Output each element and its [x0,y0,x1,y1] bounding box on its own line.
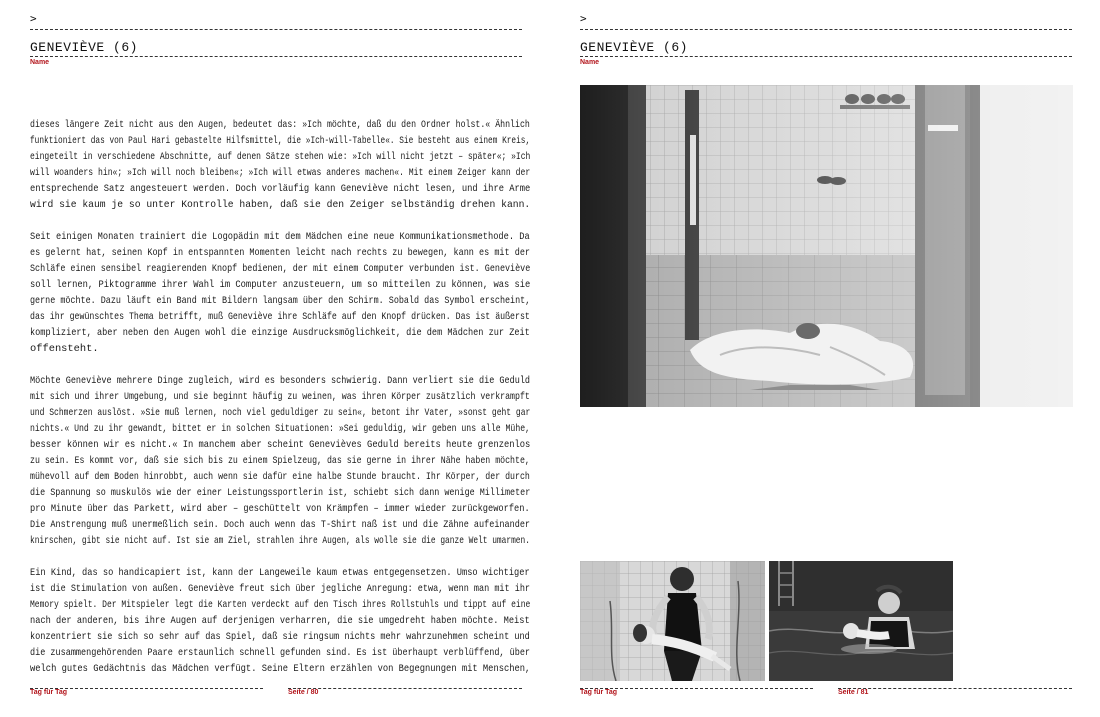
text-line: Seit einigen Monaten trainiert die Logopädin mit dem Mädchen eine neue Kommunikationsmethode. Da [30,231,530,243]
text-line: Schläfe einen sensibel reagierenden Knopf bedienen, der mit einem Computer verbunden ist. Geneviève [30,263,531,275]
pool-photo [769,561,953,681]
right-page [550,0,1100,717]
footer-section-label: Tag für Tag [30,689,68,696]
text-line: besser können wir es nicht.« In manchem aber scheint Genevièves Geduld bereits heute grenzenlos [30,439,531,451]
name-label: Name [580,59,600,66]
text-line: ist die Stimulation von außen. Geneviève freut sich über jegliche Anregung: etwa, wenn man mit ihr [30,583,531,595]
top-rule [30,29,522,30]
text-line: dieses längere Zeit nicht aus den Augen, bedeutet das: »Ich möchte, daß du den Ordner holst.« Ähnlich [30,119,530,131]
text-line: will woanders hin«; »Ich will noch bleiben«; »Ich will etwas anderes machen«. Mit einem Zeiger kann der [30,167,531,179]
title-rule [30,56,522,57]
section-marker: > [580,12,587,25]
text-line: Memory spielt. Der Mitspieler legt die Karten verdeckt auf den Tisch ihres Rollstuhls und tippt auf eine [30,599,531,611]
text-line: kompliziert, aber neben den Augen wohl die einzige Ausdrucksmöglichkeit, die dem Mädchen zur Zeit [30,327,530,339]
page-title: GENEVIÈVE (6) [30,40,138,55]
text-line: nichts.« Und zu ihr gewandt, bittet er in solchen Situationen: »Sei geduldig, wir geben uns alle Mühe, [30,423,531,435]
text-line: und Schmerzen auslöst. »Sie muß lernen, noch viel geduldiger zu sein«, betont ihr Vater, »sonst geht gar [30,407,531,419]
text-line: Ein Kind, das so handicapiert ist, kann der Langeweile kaum etwas entgegensetzen. Umso wichtiger [30,567,530,579]
text-line: mit sich und ihrer Umgebung, und sie beginnt häufig zu weinen, was ihren Körper zusätzlich verkrampft [30,391,530,403]
text-line: funktioniert das von Paul Hari gebastelte Hilfsmittel, die »Ich-will-Tabelle«. Sie besteht aus einem Kreis, [30,135,531,147]
text-line: die zusammengehörenden Paare erstaunlich schnell gefunden sind. Es ist überhaupt verblüffend, über [30,647,531,659]
text-line: gerne möchte. Dazu läuft ein Band mit Bildern langsam über den Schirm. Sobald das Symbol erscheint, [30,295,531,307]
text-line: Die Anstrengung muß unermeßlich sein. Doch auch wenn das T-Shirt naß ist und die Zähne aufeinander [30,519,531,531]
text-line: konzentriert sie sich so sehr auf das Spiel, daß sie ringsum nichts mehr wahrzunehmen scheint und [30,631,530,643]
text-line: zu sein. Es kommt vor, daß sie sich bis zu einem Spielzeug, das sie gerne in ihrer Nähe haben möchte, [30,455,530,467]
text-line: knirschen, gibt sie nicht auf. Ist sie am Ziel, strahlen ihre Augen, als wolle sie die ganze Welt umarmen. [30,535,530,547]
text-line: wird sie kaum je so unter Kontrolle haben, daß sie den Zeiger selbständig drehen kann. [30,199,531,211]
text-line: offensteht. [30,343,99,355]
paragraph [30,373,530,549]
title-rule [580,56,1072,57]
paragraph [30,565,530,677]
text-line: eingeteilt in verschiedene Abschnitte, auf denen Sätze stehen wie: »Ich will nicht jetzt – später«; »Ich [30,151,531,163]
text-line: die Spannung so muskulös wie der einer Leistungssportlerin ist, schiebt sich dann wenige Millimeter [30,487,531,499]
shower-photo [580,561,765,681]
main-photo [580,85,1073,407]
text-line: welch gutes Gedächtnis das Mädchen verfügt. Seine Eltern erzählen von Begegnungen mit Menschen, [30,663,531,675]
name-label: Name [30,59,50,66]
footer-rule-right [288,688,522,689]
top-rule [580,29,1072,30]
page-title: GENEVIÈVE (6) [580,40,688,55]
footer-rule-right [838,688,1072,689]
text-line: es gelernt hat, seinen Kopf in entspannten Momenten leicht nach rechts zu bewegen, kann es mit der [30,247,531,259]
text-line: entsprechende Satz angesteuert werden. Doch vorläufig kann Geneviève nicht lesen, und ihre Arme [30,183,531,195]
text-line: nach der anderen, bis ihre Augen auf derjenigen verharren, die sie umgedreht haben möchte. Meist [30,615,530,627]
paragraph [30,229,530,357]
text-line: mühevoll auf dem Boden hinrobbt, auch wenn sie dafür eine halbe Stunde braucht. Ihr Körper, der durch [30,471,530,483]
footer-page-number: Seite / 81 [838,689,869,696]
text-line: soll lernen, Piktogramme ihrer Wahl im Computer anzusteuern, um so mitteilen zu können, was sie [30,279,531,291]
paragraph [30,117,530,213]
text-line: pro Minute über das Parkett, wird aber – geschüttelt von Krämpfen – immer wieder zurückgeworfen. [30,503,530,515]
article-body [30,117,530,677]
section-marker: > [30,12,37,25]
footer-page-number: Seite / 80 [288,689,319,696]
text-line: Möchte Geneviève mehrere Dinge zugleich, wird es besonders schwierig. Dann verliert sie die Geduld [30,375,531,387]
footer-section-label: Tag für Tag [580,689,618,696]
text-line: das ihr gewünschtes Thema betrifft, muß Geneviève ihre Schläfe auf den Knopf drücken. Das ist äußerst [30,311,530,323]
